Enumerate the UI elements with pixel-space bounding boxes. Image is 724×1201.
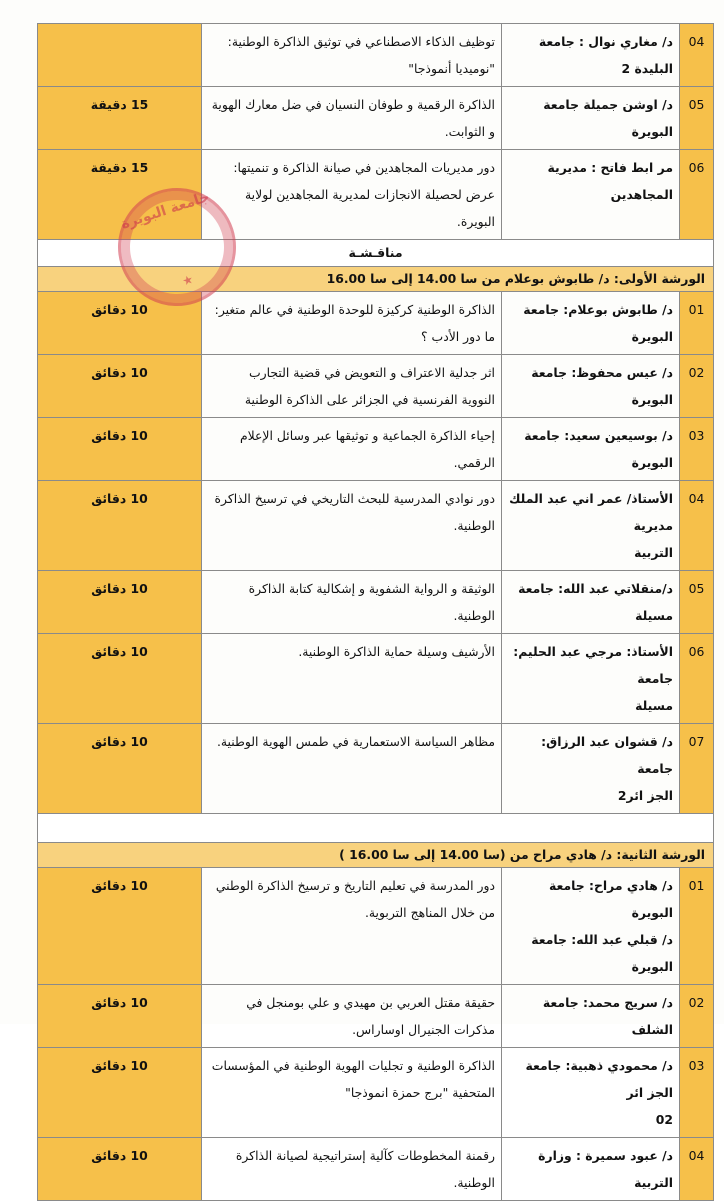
- speaker-cell: [502, 1048, 680, 1138]
- duration-cell: 10 دقائق: [38, 724, 202, 814]
- table-row: [38, 418, 714, 481]
- duration-cell: 10 دقائق: [38, 418, 202, 481]
- row-number: 06: [680, 634, 714, 724]
- cell-line: دور نوادي المدرسية للبحث التاريخي في ترسيخ الذاكرة: [214, 491, 495, 506]
- topic-cell: [202, 24, 502, 87]
- row-number: 01: [680, 868, 714, 985]
- workshop1-header-cell: الورشة الأولى: د/ طابوش بوعلام من سا 14.00 إلى سا 16.00: [38, 267, 714, 292]
- speaker-cell: د/ بوسيعين سعيد: جامعة البويرة: [502, 418, 680, 481]
- speaker-cell: د/ عيس محفوظ: جامعة البويرة: [502, 355, 680, 418]
- duration-cell: 10 دقائق: [38, 1138, 202, 1201]
- duration-cell: 10 دقائق: [38, 292, 202, 355]
- cell-line: دور مديريات المجاهدين في صيانة الذاكرة و تنميتها:: [233, 160, 495, 175]
- table-row: [38, 292, 714, 355]
- table-row: [38, 985, 714, 1048]
- cell-line: حقيقة مقتل العربي بن مهيدي و علي بومنجل في: [246, 995, 495, 1010]
- speaker-cell: مر ابط فاتح : مديرية المجاهدين: [502, 150, 680, 240]
- cell-line: 02: [655, 1112, 673, 1127]
- topic-cell: [202, 481, 502, 571]
- duration-cell: 15 دقيقة: [38, 87, 202, 150]
- discussion-row: [38, 240, 714, 267]
- topic-cell: [202, 292, 502, 355]
- table-row: [38, 571, 714, 634]
- cell-line: د/ قشوان عبد الرزاق: جامعة: [541, 734, 673, 776]
- cell-line: الوطنية.: [453, 1175, 495, 1190]
- cell-line: الجز ائر2: [617, 788, 673, 803]
- row-number: 04: [680, 24, 714, 87]
- cell-line: الذاكرة الوطنية كركيزة للوحدة الوطنية في عالم متغير:: [214, 302, 495, 317]
- cell-line: د/ قبلي عبد الله: جامعة البويرة: [531, 932, 673, 974]
- stamp-ring-text: جامعة البويرة: [119, 189, 212, 233]
- cell-line: ما دور الأدب ؟: [421, 329, 495, 344]
- duration-cell: 10 دقائق: [38, 355, 202, 418]
- cell-line: الأستاذ/ عمر اني عبد الملك مديرية: [509, 491, 673, 533]
- workshop2-header-cell: الورشة الثانية: د/ هادي مراح من (سا 14.00 إلى سا 16.00 ): [38, 843, 714, 868]
- cell-line: الذاكرة الوطنية و تجليات الهوية الوطنية في المؤسسات: [211, 1058, 495, 1073]
- topic-cell: [202, 868, 502, 985]
- cell-line: الأستاذ: مرجي عبد الحليم: جامعة: [513, 644, 673, 686]
- table-row: [38, 24, 714, 87]
- cell-line: الوطنية.: [453, 608, 495, 623]
- cell-line: عرض لحصيلة الانجازات لمديرية المجاهدين لولاية: [245, 187, 495, 202]
- row-number: 04: [680, 1138, 714, 1201]
- speaker-cell: د/ سريج محمد: جامعة الشلف: [502, 985, 680, 1048]
- topic-cell: [202, 150, 502, 240]
- speaker-cell: [502, 634, 680, 724]
- cell-line: التربية: [634, 545, 673, 560]
- table-row: [38, 1138, 714, 1201]
- duration-cell: 10 دقائق: [38, 481, 202, 571]
- cell-line: مذكرات الجنيرال اوساراس.: [352, 1022, 495, 1037]
- duration-cell: 10 دقائق: [38, 868, 202, 985]
- table-row: [38, 150, 714, 240]
- topic-cell: [202, 87, 502, 150]
- topic-cell: [202, 985, 502, 1048]
- speaker-cell: د/ اوشن جميلة جامعة البويرة: [502, 87, 680, 150]
- cell-line: الوطنية.: [453, 518, 495, 533]
- cell-line: الأرشيف وسيلة حماية الذاكرة الوطنية.: [298, 644, 495, 659]
- cell-line: الوثيقة و الرواية الشفوية و إشكالية كتابة الذاكرة: [248, 581, 495, 596]
- cell-line: الذاكرة الرقمية و طوفان النسيان في ضل معارك الهوية: [211, 97, 495, 112]
- topic-cell: [202, 418, 502, 481]
- topic-cell: [202, 571, 502, 634]
- cell-line: "نوميديا أنموذجا": [408, 61, 495, 76]
- cell-line: مسيلة: [635, 698, 673, 713]
- speaker-cell: [502, 724, 680, 814]
- cell-line: د/ محمودي ذهبية: جامعة الجز ائر: [525, 1058, 673, 1100]
- duration-cell: 10 دقائق: [38, 985, 202, 1048]
- speaker-cell: د/منقلاتي عبد الله: جامعة مسيلة: [502, 571, 680, 634]
- duration-cell: 15 دقيقة: [38, 150, 202, 240]
- cell-line: و الثوابت.: [444, 124, 495, 139]
- discussion-row-cell: مناقـشـة: [38, 240, 714, 267]
- cell-line: الرقمي.: [453, 455, 495, 470]
- table-row: [38, 481, 714, 571]
- speaker-cell: [502, 868, 680, 985]
- duration-cell: 10 دقائق: [38, 634, 202, 724]
- row-number: 04: [680, 481, 714, 571]
- table-row: [38, 355, 714, 418]
- cell-line: البويرة.: [456, 214, 495, 229]
- stamp-star-icon: ★: [180, 271, 196, 289]
- table-row: [38, 724, 714, 814]
- workshop2-header: [38, 843, 714, 868]
- row-number: 02: [680, 985, 714, 1048]
- row-number: 03: [680, 1048, 714, 1138]
- cell-line: اثر جدلية الاعتراف و التعويض في قضية التجارب: [248, 365, 495, 380]
- row-number: 06: [680, 150, 714, 240]
- duration-cell: 10 دقائق: [38, 1048, 202, 1138]
- speaker-cell: د/ مغاري نوال : جامعة البليدة 2: [502, 24, 680, 87]
- cell-line: د/ هادي مراح: جامعة البويرة: [548, 878, 673, 920]
- cell-line: رقمنة المخطوطات كآلية إستراتيجية لصيانة الذاكرة: [235, 1148, 495, 1163]
- row-number: 05: [680, 571, 714, 634]
- table-row: [38, 87, 714, 150]
- topic-cell: [202, 355, 502, 418]
- speaker-cell: د/ عبود سميرة : وزارة التربية: [502, 1138, 680, 1201]
- topic-cell: [202, 1048, 502, 1138]
- cell-line: المتحفية "برج حمزة انموذجا": [345, 1085, 495, 1100]
- row-number: 07: [680, 724, 714, 814]
- cell-line: توظيف الذكاء الاصطناعي في توثيق الذاكرة الوطنية:: [227, 34, 495, 49]
- row-number: 01: [680, 292, 714, 355]
- workshop1-header: [38, 267, 714, 292]
- cell-line: مظاهر السياسة الاستعمارية في طمس الهوية الوطنية.: [216, 734, 495, 749]
- speaker-cell: [502, 481, 680, 571]
- program-table: [37, 23, 714, 1201]
- table-row: [38, 1048, 714, 1138]
- row-number: 03: [680, 418, 714, 481]
- spacer-cell: [38, 814, 714, 843]
- topic-cell: [202, 1138, 502, 1201]
- duration-cell: 10 دقائق: [38, 571, 202, 634]
- cell-line: النووية الفرنسية في الجزائر على الذاكرة الوطنية: [244, 392, 495, 407]
- spacer-row: [38, 814, 714, 843]
- cell-line: إحياء الذاكرة الجماعية و توثيقها عبر وسائل الإعلام: [239, 428, 495, 443]
- table-row: [38, 868, 714, 985]
- cell-line: دور المدرسة في تعليم التاريخ و ترسيخ الذاكرة الوطني: [215, 878, 495, 893]
- cell-line: من خلال المناهج التربوية.: [364, 905, 495, 920]
- speaker-cell: د/ طابوش بوعلام: جامعة البويرة: [502, 292, 680, 355]
- topic-cell: [202, 724, 502, 814]
- topic-cell: [202, 634, 502, 724]
- duration-cell: [38, 24, 202, 87]
- table-row: [38, 634, 714, 724]
- row-number: 02: [680, 355, 714, 418]
- row-number: 05: [680, 87, 714, 150]
